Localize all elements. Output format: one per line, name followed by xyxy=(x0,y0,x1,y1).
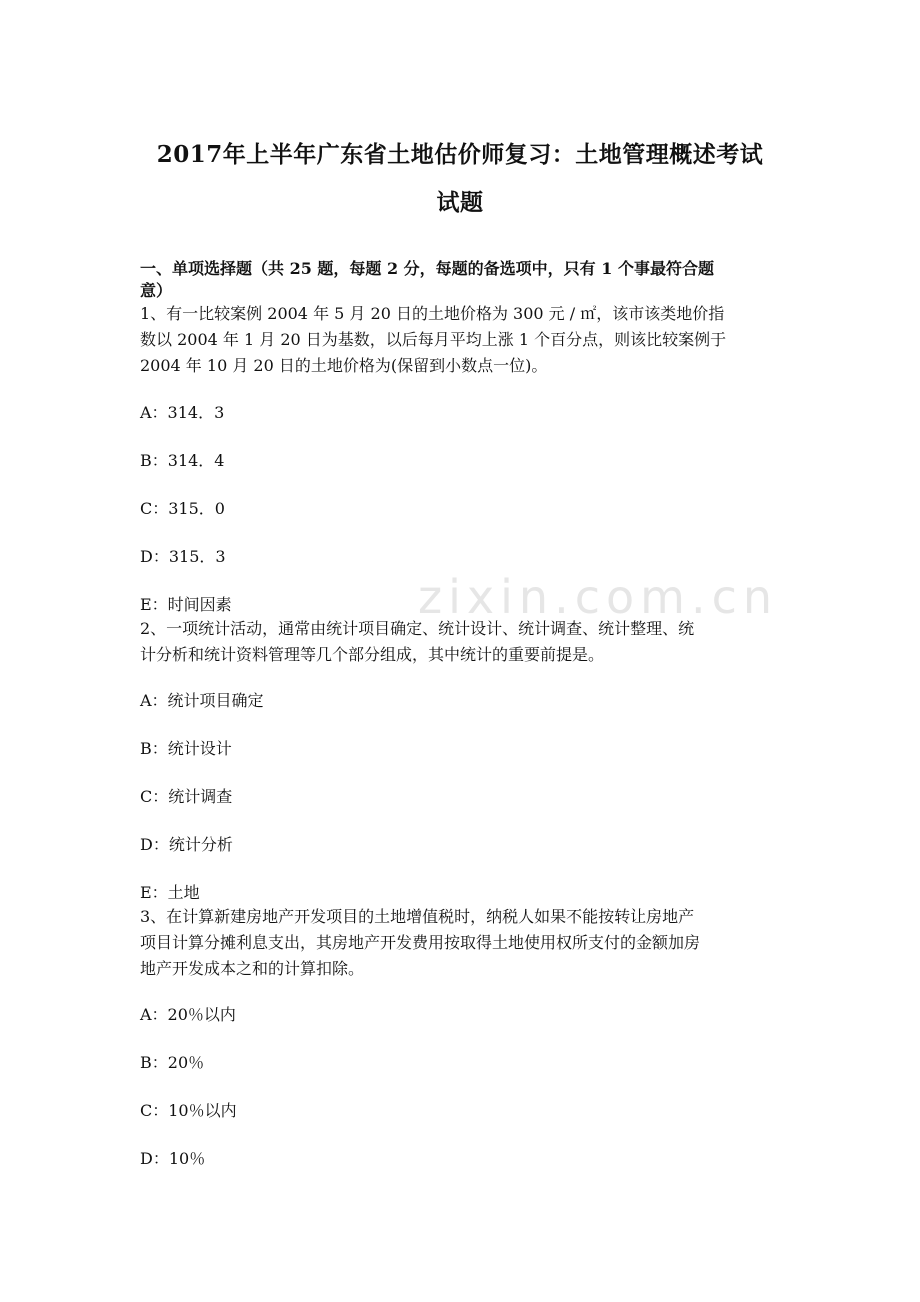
question-3-option-b: B：20％ xyxy=(140,1053,205,1072)
question-1-option-a: A：314．3 xyxy=(140,403,225,422)
question-2-option-e: E：土地 xyxy=(140,883,200,902)
question-1-option-c: C：315．0 xyxy=(140,499,225,518)
question-3-option-a: A：20％以内 xyxy=(140,1005,236,1024)
question-3-text: 地产开发成本之和的计算扣除。 xyxy=(140,959,365,978)
question-3-option-c: C：10％以内 xyxy=(140,1101,237,1120)
document-title: 2017年上半年广东省土地估价师复习：土地管理概述考试 xyxy=(156,141,764,168)
question-3-text: 3、在计算新建房地产开发项目的土地增值税时，纳税人如果不能按转让房地产 xyxy=(140,907,695,926)
document-title-continued: 试题 xyxy=(436,189,484,216)
question-3-option-d: D：10％ xyxy=(140,1149,206,1168)
question-2-option-d: D：统计分析 xyxy=(140,835,233,854)
question-2-option-a: A：统计项目确定 xyxy=(140,691,264,710)
watermark: zixin.com.cn xyxy=(418,570,779,624)
section-heading: 一、单项选择题（共 25 题，每题 2 分，每题的备选项中，只有 1 个事最符合题 xyxy=(140,259,714,278)
question-1-text: 1、有一比较案例 2004 年 5 月 20 日的土地价格为 300 元 / ㎡，该市该类地价指 xyxy=(140,304,725,323)
section-heading-continued: 意） xyxy=(140,281,173,300)
question-1-option-b: B：314．4 xyxy=(140,451,225,470)
question-2-text: 2、一项统计活动，通常由统计项目确定、统计设计、统计调查、统计整理、统 xyxy=(140,619,695,638)
question-1-text: 2004 年 10 月 20 日的土地价格为(保留到小数点一位)。 xyxy=(140,356,548,375)
question-2-text: 计分析和统计资料管理等几个部分组成，其中统计的重要前提是。 xyxy=(140,645,605,664)
question-1-text: 数以 2004 年 1 月 20 日为基数，以后每月平均上涨 1 个百分点，则该比较案例于 xyxy=(140,330,727,349)
question-2-option-b: B：统计设计 xyxy=(140,739,232,758)
question-1-option-d: D：315．3 xyxy=(140,547,226,566)
question-1-option-e: E：时间因素 xyxy=(140,595,232,614)
question-2-option-c: C：统计调查 xyxy=(140,787,233,806)
question-3-text: 项目计算分摊利息支出，其房地产开发费用按取得土地使用权所支付的金额加房 xyxy=(140,933,701,952)
